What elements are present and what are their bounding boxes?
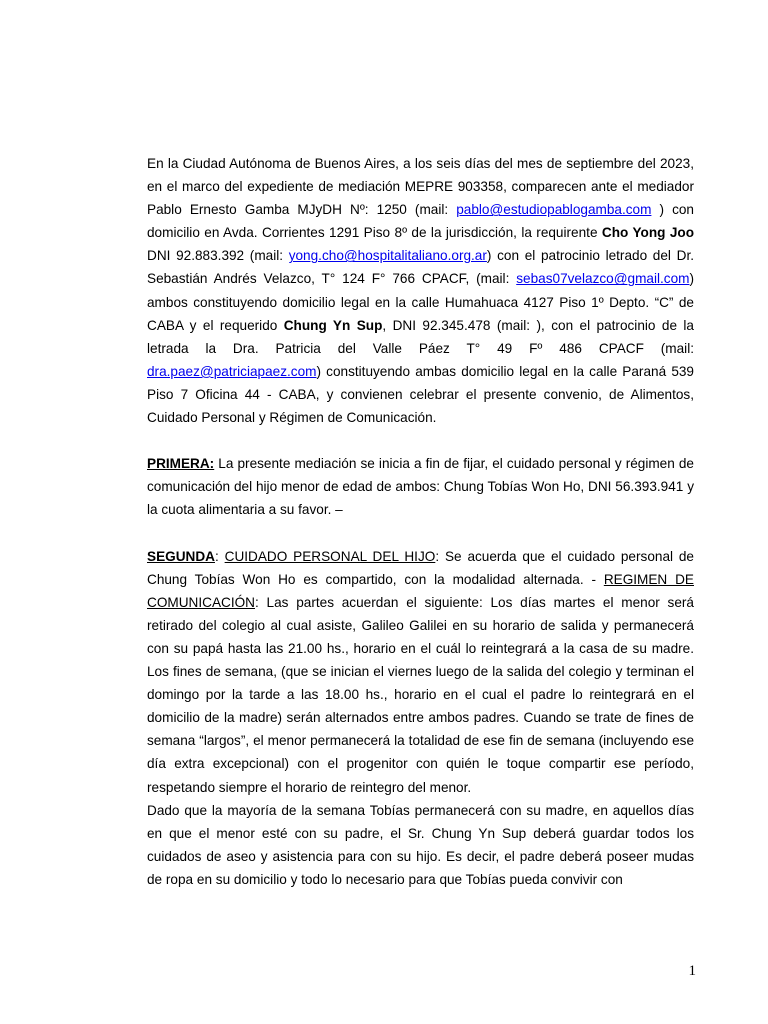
- primera-text: La presente mediación se inicia a fin de fijar, el cuidado personal y régimen de comunicación del hijo menor de edad de ambos: Chung Tobías Won Ho, DNI 56.393.941 y la cuota alimentaria a su favor. –: [147, 456, 694, 518]
- primera-heading: PRIMERA:: [147, 456, 215, 472]
- mediator-email-link[interactable]: pablo@estudiopablogamba.com: [456, 202, 652, 218]
- segunda-text-1: : Se acuerda que el cuidado personal de Chung Tobías Won Ho es compartido, con la modalidad alternada. -: [147, 548, 694, 587]
- paez-email-link[interactable]: dra.paez@patriciapaez.com: [147, 363, 317, 379]
- requerido-name: Chung Yn Sup: [283, 317, 383, 333]
- intro-text-5: ) ambos constituyendo domicilio legal en la calle Humahuaca 4127 Piso 1º Depto. “C” de CABA y el requerido: [147, 271, 694, 333]
- requirente-email-link[interactable]: yong.cho@hospitalitaliano.org.ar: [288, 248, 487, 264]
- primera-paragraph: [147, 452, 694, 521]
- intro-text-1: En la Ciudad Autónoma de Buenos Aires, a los seis días del mes de septiembre del 2023, en el marco del expediente de mediación MEPRE 903358, comparecen ante el mediador Pablo Ernesto Gamba MJyDH Nº: 1250 (mail:: [147, 156, 694, 218]
- segunda-separator: :: [214, 548, 225, 564]
- velazco-email-link[interactable]: sebas07velazco@gmail.com: [516, 271, 690, 287]
- intro-text-6: , DNI 92.345.478 (mail: ), con el patrocinio de la letrada la Dra. Patricia del Valle Páez T° 49 Fº 486 CPACF (mail:: [147, 317, 694, 356]
- intro-text-3: DNI 92.883.392 (mail:: [147, 248, 289, 264]
- segunda-text-2: : Las partes acuerdan el siguiente: Los días martes el menor será retirado del colegio al cual asiste, Galileo Galilei en su horario de salida y permanecerá con su papá hasta las 21.00 hs., horario en el cuál lo reintegrará a la casa de su madre. Los fines de semana, (que se inician el viernes luego de la salida del colegio y terminan el domingo por la tarde a las 18.00 hs., horario en el cual el padre lo reintegrará en el domicilio de la madre) serán alternados entre ambos padres. Cuando se trate de fines de semana “largos”, el menor permanecerá la totalidad de ese fin de semana (incluyendo ese día extra excepcional) con el progenitor con quién le toque compartir ese período, respetando siempre el horario de reintegro del menor.: [147, 594, 694, 795]
- segunda-paragraph: [147, 545, 694, 799]
- intro-text-2: ) con domicilio en Avda. Corrientes 1291 Piso 8º de la jurisdicción, la requirente: [147, 202, 694, 241]
- intro-paragraph: [147, 152, 694, 429]
- cuidado-personal-subheading: CUIDADO PERSONAL DEL HIJO: [224, 548, 436, 564]
- intro-text-4: ) con el patrocinio letrado del Dr. Sebastián Andrés Velazco, T° 124 F° 766 CPACF, (mail:: [147, 248, 694, 287]
- segunda-heading: SEGUNDA: [147, 548, 215, 564]
- paragraph-spacer: [147, 522, 694, 545]
- intro-text-7: ) constituyendo ambas domicilio legal en la calle Paraná 539 Piso 7 Oficina 44 - CABA, y convienen celebrar el presente convenio, de Alimentos, Cuidado Personal y Régimen de Comunicación.: [147, 363, 694, 426]
- page-number: 1: [688, 963, 696, 979]
- paragraph-spacer: [147, 429, 694, 452]
- document-body: [147, 152, 694, 891]
- segunda-second-paragraph: Dado que la mayoría de la semana Tobías permanecerá con su madre, en aquellos días en que el menor esté con su padre, el Sr. Chung Yn Sup deberá guardar todos los cuidados de aseo y asistencia para con su hijo. Es decir, el padre deberá poseer mudas de ropa en su domicilio y todo lo necesario para que Tobías pueda convivir con: [147, 802, 694, 887]
- requirente-name: Cho Yong Joo: [601, 225, 695, 241]
- regimen-comunicacion-subheading: REGIMEN DE COMUNICACIÓN: [147, 571, 694, 610]
